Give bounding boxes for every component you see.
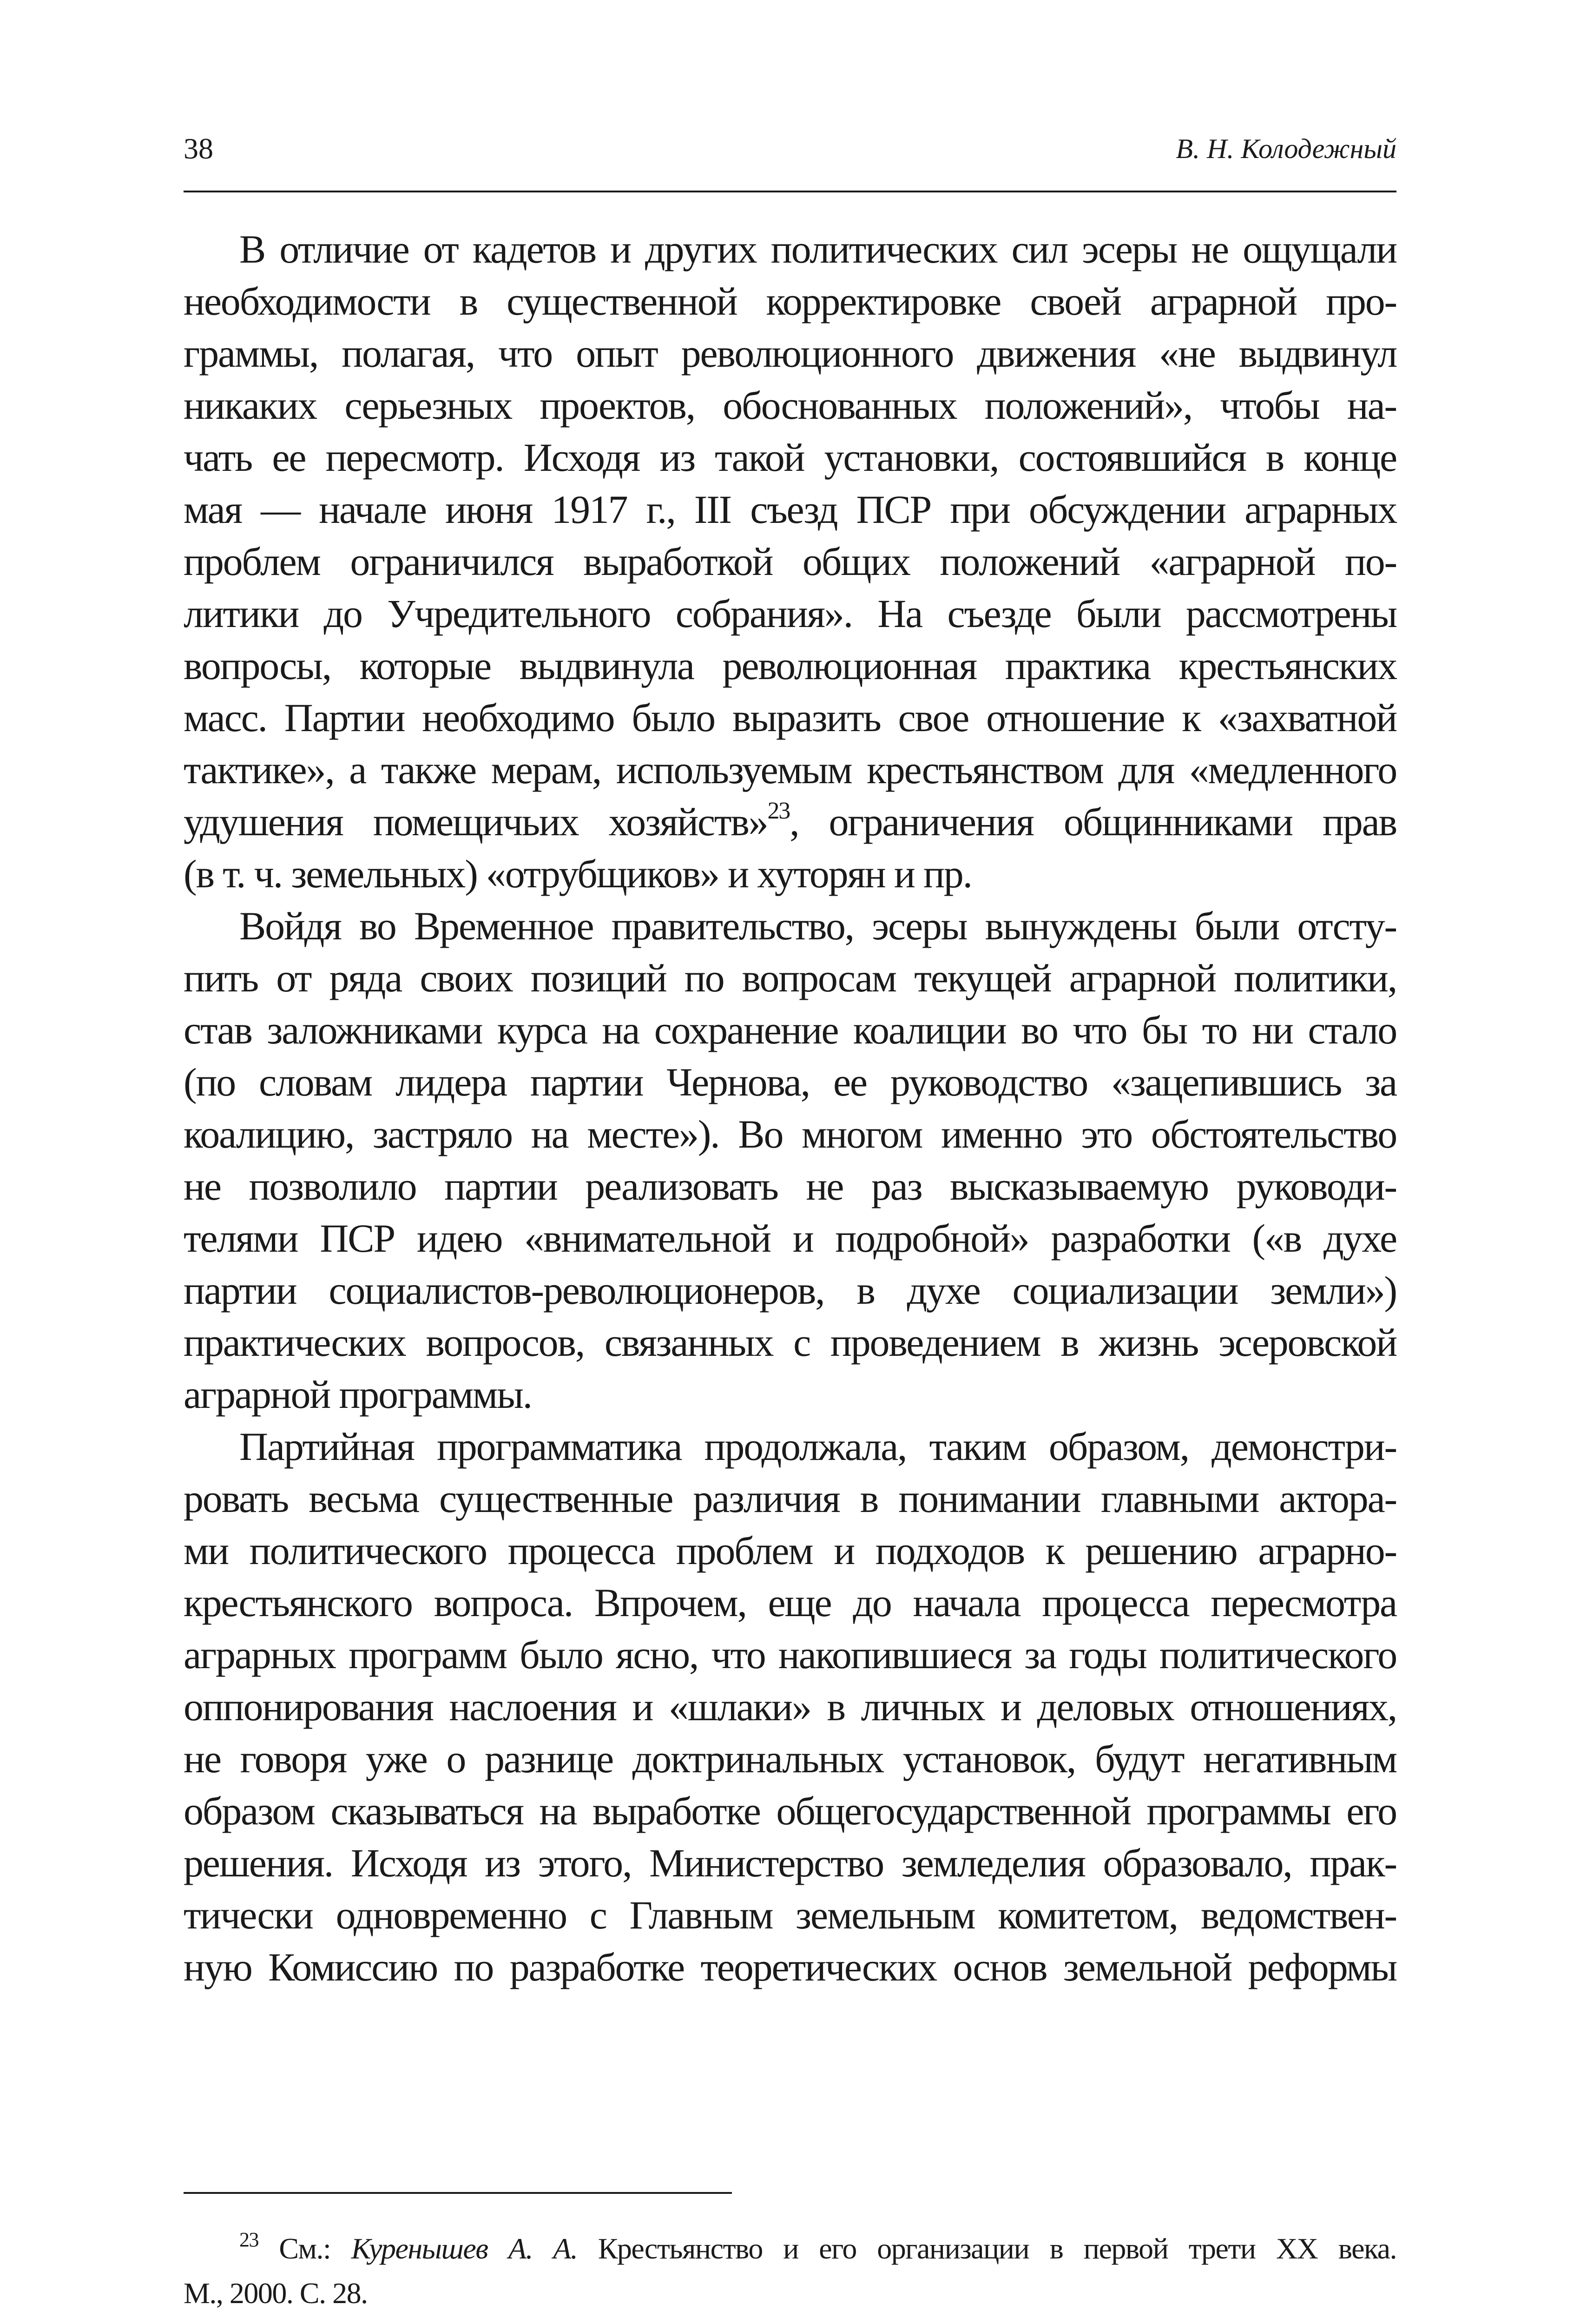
running-head: В. Н. Колодежный (1176, 133, 1396, 164)
paragraph-2-line: (по словам лидера партии Чернова, ее руководство «зацепившись за (184, 1060, 1396, 1104)
paragraph-3-line: тически одновременно с Главным земельным комитетом, ведомствен- (184, 1893, 1396, 1937)
body-text (184, 223, 1396, 1993)
paragraph-1-line: масс. Партии необходимо было выразить свое отношение к «захватной (184, 695, 1396, 740)
paragraph-1-line: необходимости в существенной корректировке своей аграрной про- (184, 279, 1396, 324)
footnote-reference[interactable]: 23 (767, 798, 790, 825)
paragraph-2-line: коалицию, застряло на месте»). Во многом именно это обстоятельство (184, 1112, 1396, 1156)
line-text-before-ref: удушения помещичьих хозяйств» (184, 799, 768, 844)
footnote-title: Крестьянство и его организации в первой трети XX века. (577, 2232, 1397, 2265)
paragraph-3-line: ровать весьма существенные различия в понимании главными актора- (184, 1476, 1396, 1521)
paragraph-1-line: чать ее пересмотр. Исходя из такой установки, состоявшийся в конце (184, 435, 1396, 480)
paragraph-1-line: (в т. ч. земельных) «отрубщиков» и хуторян и пр. (184, 852, 972, 896)
paragraph-2-line: практических вопросов, связанных с проведением в жизнь эсеровской (184, 1320, 1396, 1365)
footnote-prefix: См.: (279, 2232, 351, 2265)
paragraph-3-line: не говоря уже о разнице доктринальных установок, будут негативным (184, 1736, 1396, 1781)
footnote-author: Куренышев А. А. (351, 2232, 578, 2265)
paragraph-3-line: ную Комиссию по разработке теоретических основ земельной реформы (184, 1945, 1396, 1989)
paragraph-3-line: аграрных программ было ясно, что накопившиеся за годы политического (184, 1632, 1396, 1677)
footnotes (184, 2226, 1396, 2316)
paragraph-1-line-with-footnote-ref (184, 796, 1396, 848)
paragraph-3-line: Партийная программатика продолжала, таким образом, демонстри- (239, 1424, 1396, 1469)
line-text-after-ref: , ограничения общинниками прав (790, 799, 1396, 844)
paragraph-2-line: Войдя во Временное правительство, эсеры вынуждены были отсту- (239, 904, 1396, 948)
paragraph-2-line: пить от ряда своих позиций по вопросам текущей аграрной политики, (184, 956, 1396, 1000)
paragraph-3-line: ми политического процесса проблем и подходов к решению аграрно- (184, 1528, 1396, 1573)
footnote-23 (184, 2226, 1396, 2271)
footnote-number: 23 (239, 2228, 258, 2251)
footnote-23-line-2: М., 2000. С. 28. (184, 2277, 368, 2310)
paragraph-1-line: граммы, полагая, что опыт революционного движения «не выдвинул (184, 331, 1396, 376)
paragraph-2-line: став заложниками курса на сохранение коалиции во что бы то ни стало (184, 1008, 1396, 1052)
paragraph-1-line: мая — начале июня 1917 г., III съезд ПСР при обсуждении аграрных (184, 487, 1396, 532)
paragraph-3-line: оппонирования наслоения и «шлаки» в личных и деловых отношениях, (184, 1684, 1396, 1729)
paragraph-2-line: аграрной программы. (184, 1372, 532, 1417)
paragraph-3-line: крестьянского вопроса. Впрочем, еще до начала процесса пересмотра (184, 1580, 1396, 1625)
paragraph-2-line: телями ПСР идею «внимательной и подробной» разработки («в духе (184, 1216, 1396, 1261)
paragraph-2-line: партии социалистов-революционеров, в духе социализации земли») (184, 1268, 1396, 1313)
paragraph-1-line: вопросы, которые выдвинула революционная практика крестьянских (184, 643, 1396, 688)
paragraph-3-line: решения. Исходя из этого, Министерство земледелия образовало, прак- (184, 1841, 1396, 1885)
page-header (184, 125, 1396, 192)
footnote-separator (184, 2192, 732, 2194)
page-number: 38 (184, 132, 213, 165)
paragraph-1-line: В отличие от кадетов и других политических сил эсеры не ощущали (239, 227, 1396, 271)
paragraph-2-line: не позволило партии реализовать не раз высказываемую руководи- (184, 1164, 1396, 1208)
paragraph-1-line: тактике», а также мерам, используемым крестьянством для «медленного (184, 747, 1396, 792)
paragraph-1-line: проблем ограничился выработкой общих положений «аграрной по- (184, 539, 1396, 584)
paragraph-3-line: образом сказываться на выработке общегосударственной программы его (184, 1789, 1396, 1833)
paragraph-1-line: литики до Учредительного собрания». На съезде были рассмотрены (184, 591, 1396, 636)
paragraph-1-line: никаких серьезных проектов, обоснованных положений», чтобы на- (184, 383, 1396, 428)
